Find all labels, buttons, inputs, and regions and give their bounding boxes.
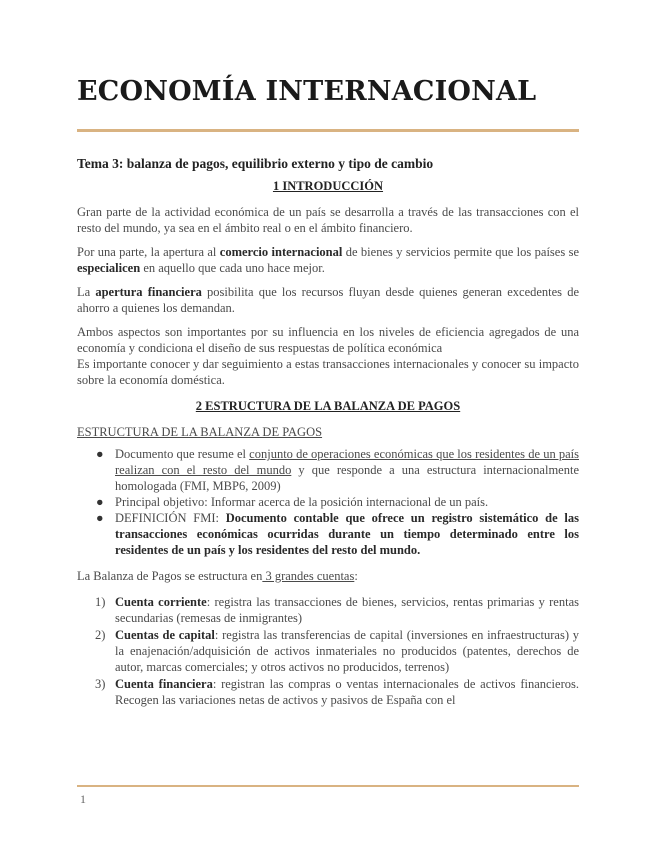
text-run: Por una parte, la apertura al bbox=[77, 245, 220, 259]
list-item bbox=[77, 510, 579, 558]
text-run: de bienes y servicios permite que los países se bbox=[342, 245, 579, 259]
list-item bbox=[77, 594, 579, 626]
account-description: : registran las compras o ventas internacionales de activos financieros. Recogen las variaciones netas de activos y pasivos de España con el bbox=[115, 677, 579, 707]
underlined-text: conjunto de operaciones económicas que los residentes de un país realizan con el resto del mundo bbox=[115, 447, 579, 477]
document-body bbox=[77, 156, 579, 709]
page-number: 1 bbox=[80, 792, 86, 806]
list-number: 2) bbox=[95, 628, 106, 642]
list-item bbox=[77, 446, 579, 494]
intro-paragraph-3 bbox=[77, 284, 579, 316]
text-run: en aquello que cada uno hace mejor. bbox=[140, 261, 325, 275]
intro-paragraph-2 bbox=[77, 244, 579, 276]
list-item bbox=[77, 627, 579, 675]
intro-paragraph-1: Gran parte de la actividad económica de un país se desarrolla a través de las transacciones con el resto del mundo, ya sea en el ámbito real o en el ámbito financiero. bbox=[77, 205, 579, 235]
bullet-dot-icon: ● bbox=[96, 447, 104, 461]
list-item bbox=[77, 494, 579, 510]
topic-heading: Tema 3: balanza de pagos, equilibrio externo y tipo de cambio bbox=[77, 156, 434, 171]
accounts-list bbox=[77, 594, 579, 708]
text-run: La Balanza de Pagos se estructura en bbox=[77, 569, 263, 583]
accounts-intro bbox=[77, 568, 579, 584]
section-2-heading: 2 ESTRUCTURA DE LA BALANZA DE PAGOS bbox=[195, 399, 461, 413]
account-name: Cuenta corriente bbox=[115, 595, 207, 609]
text-run: : bbox=[354, 569, 358, 583]
bold-term-especialicen: especialicen bbox=[77, 261, 141, 275]
account-name: Cuentas de capital bbox=[115, 628, 215, 642]
bold-term-apertura: apertura financiera bbox=[95, 285, 202, 299]
text-run: DEFINICIÓN FMI: bbox=[115, 511, 226, 525]
list-item bbox=[77, 676, 579, 708]
title-divider bbox=[77, 129, 579, 132]
intro-paragraph-4 bbox=[77, 324, 579, 388]
bold-term-comercio: comercio internacional bbox=[219, 245, 343, 259]
underlined-text: 3 grandes cuentas bbox=[262, 569, 355, 583]
section-2-subheading: ESTRUCTURA DE LA BALANZA DE PAGOS bbox=[77, 425, 323, 439]
text-run: Principal objetivo: Informar acerca de la posición internacional de un país. bbox=[115, 495, 489, 509]
bullet-dot-icon: ● bbox=[96, 495, 104, 509]
section-1-heading: 1 INTRODUCCIÓN bbox=[272, 179, 384, 193]
text-run: Ambos aspectos son importantes por su influencia en los niveles de eficiencia agregados de una economía y condiciona el diseño de sus respuestas de política económica bbox=[77, 325, 579, 355]
account-name: Cuenta financiera bbox=[115, 677, 213, 691]
account-description: : registra las transacciones de bienes, servicios, rentas primarias y rentas secundarias (remesas de inmigrantes) bbox=[115, 595, 579, 625]
account-description: : registra las transferencias de capital (inversiones en infraestructuras) y la enajenación/adquisición de activos inmateriales no producidos (patentes, derechos de autor, marcas comerciales; y otros activos no producidos, terrenos) bbox=[115, 628, 579, 674]
text-run: posibilita que los recursos fluyan desde quienes generan excedentes de ahorro a quienes los demandan. bbox=[77, 285, 579, 315]
document-title: ECONOMÍA INTERNACIONAL bbox=[77, 76, 537, 107]
list-number: 3) bbox=[95, 677, 106, 691]
text-run: y que responde a una estructura internacionalmente homologada (FMI, MBP6, 2009) bbox=[115, 463, 579, 493]
text-run: Documento que resume el bbox=[115, 447, 250, 461]
footer-divider bbox=[77, 785, 579, 787]
text-run: Es importante conocer y dar seguimiento a estas transacciones internacionales y conocer su impacto sobre la economía doméstica. bbox=[77, 357, 579, 387]
bullet-list bbox=[77, 446, 579, 558]
bold-definition: Documento contable que ofrece un registro sistemático de las transacciones económicas ocurridas durante un tiempo determinado entre los residentes de un país y los residentes del resto del mundo. bbox=[115, 511, 579, 557]
list-number: 1) bbox=[95, 595, 106, 609]
bullet-dot-icon: ● bbox=[96, 511, 104, 525]
text-run: La bbox=[77, 285, 96, 299]
